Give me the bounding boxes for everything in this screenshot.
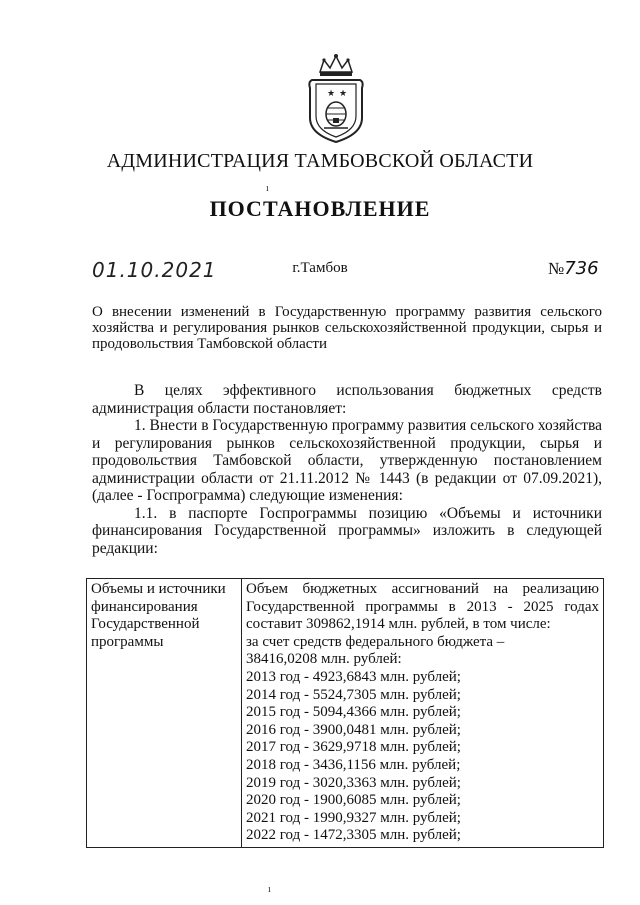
- paragraph-preamble: В целях эффективного использования бюджетных средств администрация области постановляет:: [92, 382, 602, 417]
- year-line: 2021 год - 1990,9327 млн. рублей;: [246, 809, 461, 826]
- scan-mark: ı: [268, 884, 271, 895]
- document-body: [92, 382, 602, 557]
- scan-mark: ı: [266, 183, 269, 194]
- year-line: 2019 год - 3020,3363 млн. рублей;: [246, 774, 461, 791]
- document-type: ПОСТАНОВЛЕНИЕ: [209, 196, 431, 221]
- year-line: 2018 год - 3436,1156 млн. рублей;: [246, 756, 461, 773]
- funding-table: [86, 578, 604, 848]
- year-line: 2022 год - 1472,3305 млн. рублей;: [246, 827, 461, 844]
- svg-text:★: ★: [327, 89, 336, 99]
- document-number: [548, 258, 599, 279]
- year-line: 2020 год - 1900,6085 млн. рублей;: [246, 792, 461, 809]
- year-line: 2013 год - 4923,6843 млн. рублей;: [246, 668, 461, 685]
- federal-total: 38416,0208 млн. рублей:: [246, 651, 402, 668]
- paragraph-item-1-1: 1.1. в паспорте Госпрограммы позицию «Объемы и источники финансирования Государственной программы» изложить в следующей редакции:: [92, 504, 602, 557]
- document-subject: О внесении изменений в Государственную программу развития сельского хозяйства и регулирования рынков сельскохозяйственной продукции, сырья и продовольствия Тамбовской области: [92, 304, 602, 352]
- svg-text:★: ★: [339, 89, 348, 99]
- year-line: 2014 год - 5524,7305 млн. рублей;: [246, 686, 461, 703]
- document-city: г.Тамбов: [292, 260, 348, 276]
- year-line: 2017 год - 3629,9718 млн. рублей;: [246, 739, 461, 756]
- number-value: 736: [564, 258, 599, 279]
- document-date: 01.10.2021: [92, 258, 217, 282]
- coat-of-arms-icon: [300, 52, 372, 144]
- funding-intro: Объем бюджетных ассигнований на реализацию Государственной программы в 2013 - 2025 годах составит 309862,1914 млн. рублей, в том числе:: [246, 581, 599, 633]
- year-line: 2015 год - 5094,4366 млн. рублей;: [246, 704, 461, 721]
- federal-label: за счет средств федерального бюджета –: [246, 633, 505, 650]
- paragraph-item-1: 1. Внести в Государственную программу развития сельского хозяйства и регулирования рынков сельскохозяйственной продукции, сырья и продовольствия Тамбовской области, утвержденную постановлением администрации области от 21.11.2012 № 1443 (в редакции от 07.09.2021), (далее - Госпрограмма) следующие изменения:: [92, 417, 602, 504]
- number-sign: №: [548, 259, 565, 278]
- table-row: [87, 579, 604, 848]
- funding-details: [242, 579, 604, 848]
- funding-position-label: Объемы и источники финансирования Государственной программы: [87, 579, 242, 848]
- agency-name: АДМИНИСТРАЦИЯ ТАМБОВСКОЙ ОБЛАСТИ: [106, 150, 534, 172]
- year-line: 2016 год - 3900,0481 млн. рублей;: [246, 721, 461, 738]
